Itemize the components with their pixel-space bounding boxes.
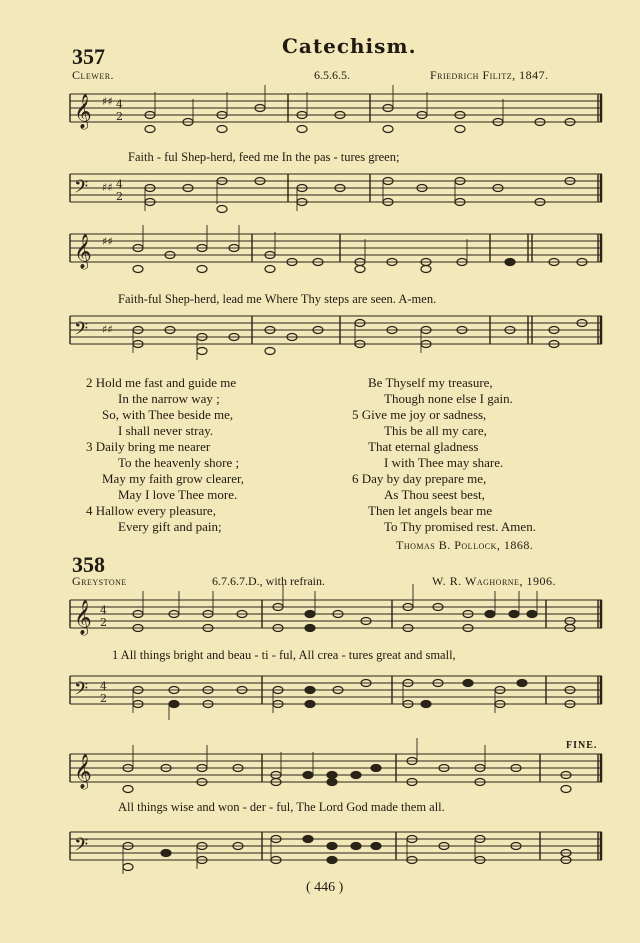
verse-line: Hold me fast and guide me — [95, 375, 237, 390]
verse-line: Then let angels bear me — [368, 503, 493, 518]
hymn-357-staff-treble-1 — [70, 88, 602, 138]
svg-text:𝄞: 𝄞 — [74, 94, 92, 129]
svg-text:♯♯: ♯♯ — [102, 323, 113, 336]
svg-text:♯♯: ♯♯ — [102, 235, 113, 248]
hymn-357-number: 357 — [72, 44, 105, 69]
page-title: Catechism. — [282, 34, 417, 58]
verse-line: In the narrow way ; — [118, 391, 220, 406]
svg-text:𝄢: 𝄢 — [74, 319, 89, 344]
verse-3 — [86, 439, 244, 503]
verse-line: As Thou seest best, — [384, 487, 485, 502]
verse-number: 4 — [86, 503, 93, 518]
hymn-357-verses-right — [352, 375, 536, 535]
svg-text:2: 2 — [100, 692, 107, 705]
hymn-357-composer: Friedrich Filitz, 1847. — [430, 68, 549, 82]
verse-line: I with Thee may share. — [384, 455, 504, 470]
verse-line: To the heavenly shore ; — [118, 455, 240, 470]
hymn-358-meter: 6.7.6.7.D., with refrain. — [212, 574, 325, 588]
hymn-357-verses-left — [86, 375, 244, 535]
svg-text:♯♯: ♯♯ — [102, 181, 113, 194]
svg-text:𝄢: 𝄢 — [74, 835, 89, 860]
verse-line: May my faith grow clearer, — [102, 471, 245, 486]
fine-marking: FINE. — [566, 740, 598, 751]
verse-line: May I love Thee more. — [118, 487, 238, 502]
verse-line: So, with Thee beside me, — [102, 407, 234, 422]
svg-text:2: 2 — [116, 190, 123, 203]
hymn-358-tune: Greystone — [72, 574, 127, 588]
verse-line: Day by day prepare me, — [361, 471, 487, 486]
verse-4 — [86, 503, 244, 535]
svg-text:2: 2 — [116, 110, 123, 123]
hymn-357-staff-treble-2 — [70, 228, 602, 278]
verse-line: I shall never stray. — [118, 423, 214, 438]
svg-text:2: 2 — [100, 616, 107, 629]
svg-text:4: 4 — [100, 680, 107, 693]
verse-2 — [86, 375, 244, 439]
verse-line: Give me joy or sadness, — [361, 407, 487, 422]
hymn-357-meter: 6.5.6.5. — [314, 68, 350, 82]
hymn-358-lyric-line-1: 1 All things bright and beau - ti - ful, All crea - tures great and small, — [112, 648, 456, 662]
hymn-358-staff-treble-1 — [70, 594, 602, 644]
verse-line: This be all my care, — [384, 423, 487, 438]
svg-text:𝄞: 𝄞 — [74, 600, 92, 635]
hymn-358-number: 358 — [72, 552, 105, 577]
verse-number: 6 — [352, 471, 359, 486]
hymn-357-author: Thomas B. Pollock, 1868. — [396, 538, 534, 552]
hymn-357-staff-bass-1 — [70, 168, 602, 218]
verse-line: That eternal gladness — [368, 439, 479, 454]
verse-number: 5 — [352, 407, 359, 422]
verse-line: Though none else I gain. — [384, 391, 513, 406]
page-number: ( 446 ) — [306, 880, 344, 895]
hymn-357-tune: Clewer. — [72, 68, 115, 82]
verse-line: To Thy promised rest. Amen. — [384, 519, 536, 534]
verse-number: 3 — [86, 439, 93, 454]
verse-line: Be Thyself my treasure, — [368, 375, 493, 390]
svg-text:𝄢: 𝄢 — [74, 177, 89, 202]
verse-4-continued — [352, 375, 536, 407]
hymn-357-lyric-line-1: Faith - ful Shep-herd, feed me In the pas - tures green; — [128, 150, 400, 164]
hymn-358-composer: W. R. Waghorne, 1906. — [432, 574, 556, 588]
hymn-358-staff-bass-1 — [70, 670, 602, 720]
svg-text:4: 4 — [116, 98, 123, 111]
verse-line: Every gift and pain; — [118, 519, 222, 534]
verse-6 — [352, 471, 536, 535]
verse-number: 2 — [86, 375, 93, 390]
svg-text:4: 4 — [100, 604, 107, 617]
svg-text:♯♯: ♯♯ — [102, 95, 113, 108]
hymn-358-lyric-line-2: All things wise and won - der - ful, The Lord God made them all. — [118, 800, 445, 814]
svg-text:𝄞: 𝄞 — [74, 754, 92, 789]
hymn-357-staff-bass-2 — [70, 310, 602, 360]
hymn-358-staff-treble-2 — [70, 748, 602, 798]
svg-text:4: 4 — [116, 178, 123, 191]
svg-text:𝄞: 𝄞 — [74, 234, 92, 269]
hymn-358-staff-bass-2 — [70, 826, 602, 876]
hymn-357-lyric-line-2: Faith-ful Shep-herd, lead me Where Thy steps are seen. A-men. — [118, 292, 437, 306]
verse-line: Hallow every pleasure, — [95, 503, 216, 518]
svg-text:𝄢: 𝄢 — [74, 679, 89, 704]
verse-5 — [352, 407, 536, 471]
verse-line: Daily bring me nearer — [95, 439, 211, 454]
